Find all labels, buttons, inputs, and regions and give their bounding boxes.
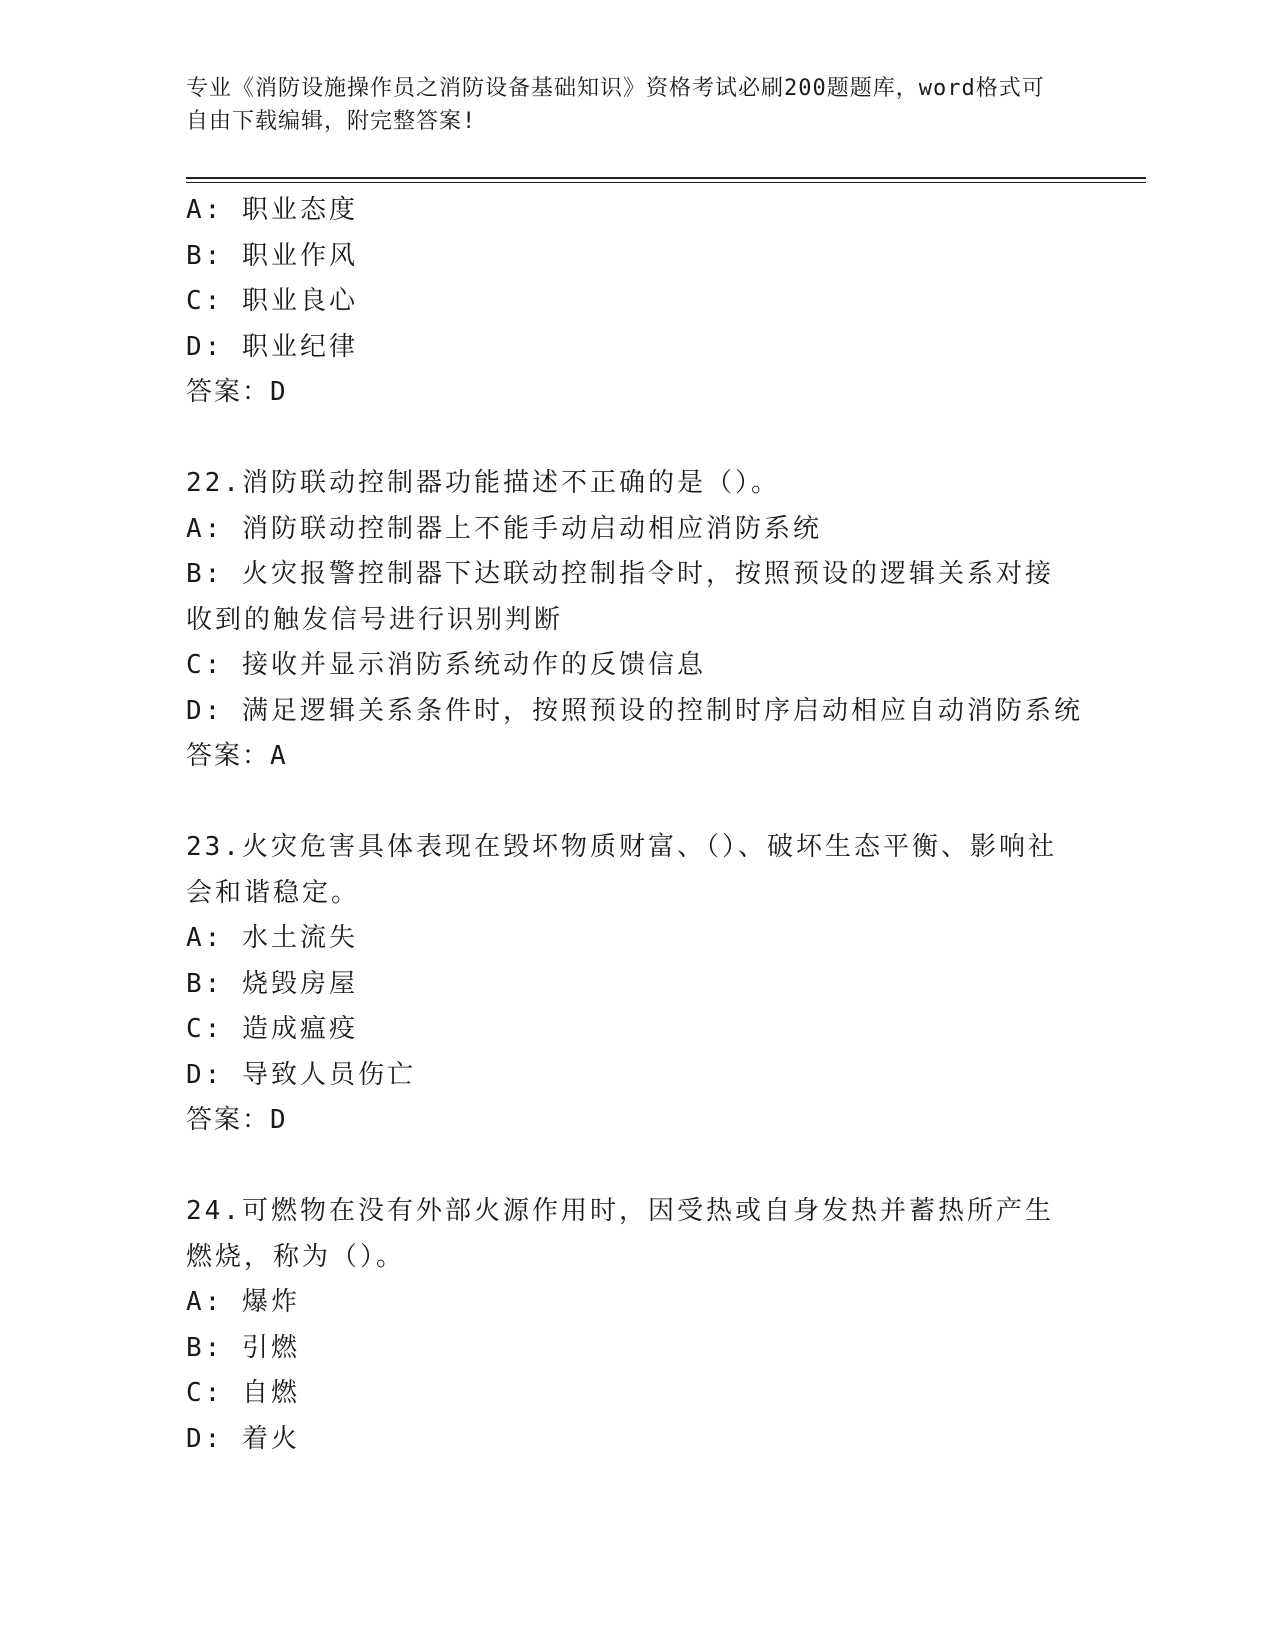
question-stem: 24.可燃物在没有外部火源作用时，因受热或自身发热并蓄热所产生燃烧，称为（）。	[186, 1196, 1054, 1272]
question-23-block	[186, 825, 1066, 1144]
spacer	[186, 1144, 1066, 1190]
option-a: A: 爆炸	[186, 1287, 300, 1317]
option-a: A: 水土流失	[186, 923, 358, 953]
option-c: C: 自燃	[186, 1378, 300, 1408]
option-a: A: 职业态度	[186, 195, 358, 225]
option-c: C: 接收并显示消防系统动作的反馈信息	[186, 650, 706, 680]
option-a: A: 消防联动控制器上不能手动启动相应消防系统	[186, 513, 822, 544]
option-b: B: 职业作风	[186, 240, 358, 271]
option-d: D: 职业纪律	[186, 331, 358, 362]
spacer	[186, 780, 1066, 826]
option-c: C: 造成瘟疫	[186, 1014, 358, 1044]
option-b: B: 火灾报警控制器下达联动控制指令时，按照预设的逻辑关系对接收到的触发信号进行识别判断	[186, 559, 1054, 635]
answer-line: 答案：D	[186, 1105, 288, 1135]
question-stem: 23.火灾危害具体表现在毁坏物质财富、（）、破坏生态平衡、影响社会和谐稳定。	[186, 832, 1057, 908]
question-content	[186, 188, 1083, 1462]
question-22-block	[186, 461, 1083, 780]
header-divider-thin	[186, 182, 1146, 183]
document-header: 专业《消防设施操作员之消防设备基础知识》资格考试必刷200题题库，word格式可自由下载编辑，附完整答案!	[186, 76, 1045, 134]
header-divider-thick	[186, 177, 1146, 179]
option-d: D: 满足逻辑关系条件时，按照预设的控制时序启动相应自动消防系统	[186, 695, 1083, 726]
option-b: B: 引燃	[186, 1332, 300, 1363]
answer-line: 答案：A	[186, 741, 288, 771]
option-d: D: 导致人员伤亡	[186, 1059, 416, 1090]
previous-question-block	[186, 188, 1066, 416]
option-d: D: 着火	[186, 1423, 300, 1454]
question-stem: 22.消防联动控制器功能描述不正确的是（）。	[186, 468, 780, 498]
option-b: B: 烧毁房屋	[186, 968, 358, 999]
spacer	[186, 416, 1066, 462]
answer-line: 答案：D	[186, 377, 288, 407]
question-24-block	[186, 1189, 1066, 1462]
option-c: C: 职业良心	[186, 286, 358, 316]
